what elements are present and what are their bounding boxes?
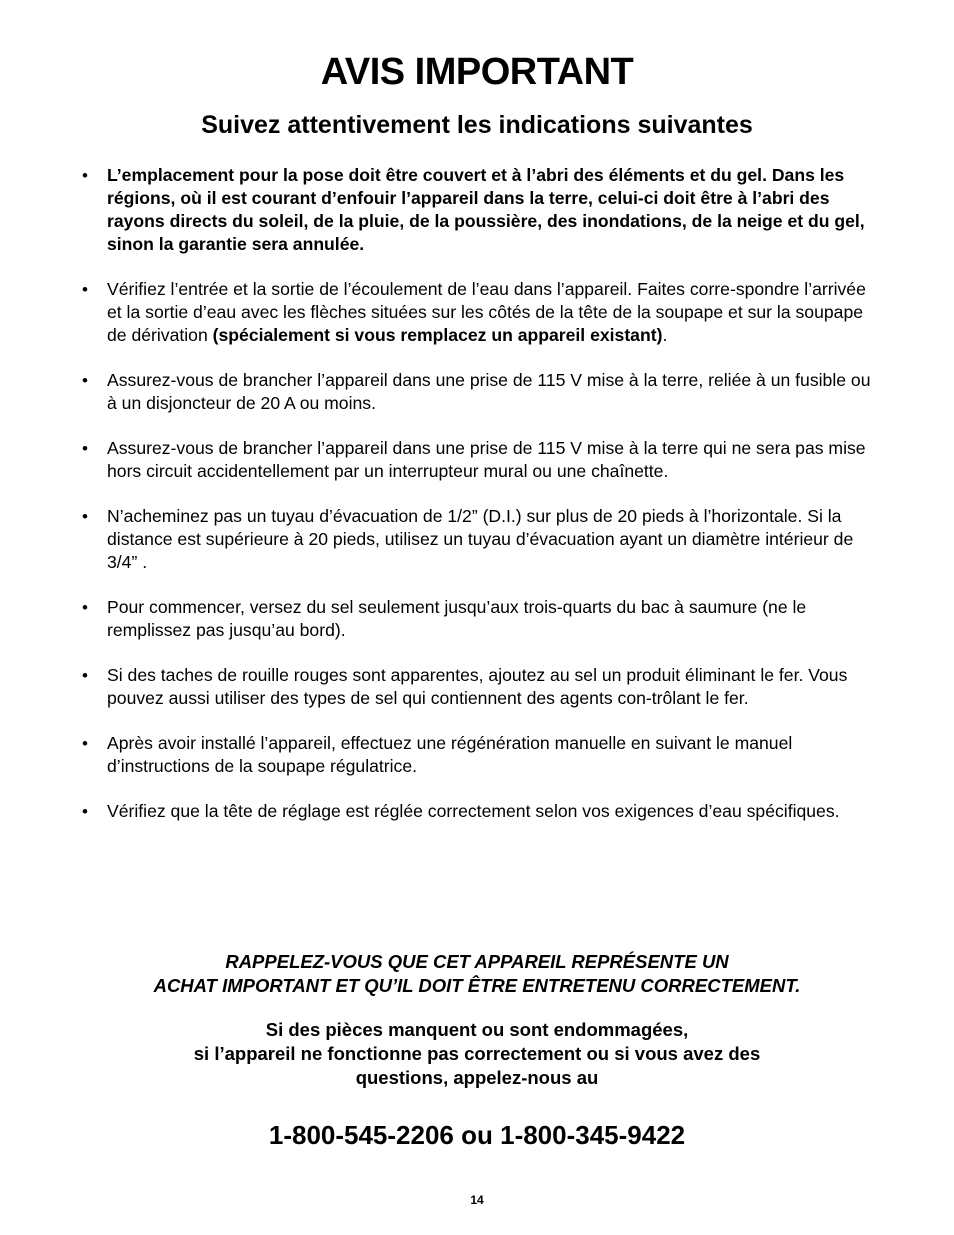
contact-line: Si des pièces manquent ou sont endommagées, <box>265 1019 689 1040</box>
list-item-text: N’acheminez pas un tuyau d’évacuation de 1/2” (D.I.) sur plus de 20 pieds à l’horizontale. Si la distance est supérieure à 20 pieds, utilisez un tuyau d’évacuation ayant un diamètre intérieur de 3/4” . <box>107 506 854 572</box>
reminder-line: ACHAT IMPORTANT ET QU’IL DOIT ÊTRE ENTRETENU CORRECTEMENT. <box>153 975 801 996</box>
bullet-icon: • <box>82 598 88 617</box>
list-item-emphasis: (spécialement si vous remplacez un appareil existant) <box>212 325 663 345</box>
page-title: AVIS IMPORTANT <box>320 51 634 93</box>
bullet-icon: • <box>82 734 88 753</box>
bullet-icon: • <box>82 802 88 821</box>
bullet-icon: • <box>82 371 88 390</box>
list-item <box>82 596 874 642</box>
list-item <box>82 732 874 778</box>
phone-numbers: 1-800-545-2206 ou 1-800-345-9422 <box>268 1120 686 1150</box>
list-item-text: Vérifiez que la tête de réglage est réglée correctement selon vos exigences d’eau spécifiques. <box>107 801 840 821</box>
list-item <box>82 505 874 574</box>
reminder-notice <box>0 950 954 998</box>
list-item-tail: . <box>662 325 668 345</box>
list-item-text: Assurez-vous de brancher l’appareil dans une prise de 115 V mise à la terre qui ne sera pas mise hors circuit accidentellement par un interrupteur mural ou une chaînette. <box>107 438 866 481</box>
contact-line: questions, appelez-nous au <box>355 1067 599 1088</box>
bullet-icon: • <box>82 166 88 185</box>
bullet-icon: • <box>82 507 88 526</box>
bullet-icon: • <box>82 280 88 299</box>
list-item-text: Vérifiez l’entrée et la sortie de l’écoulement de l’eau dans l’appareil. Faites corre-spondre l’arrivée et la sortie d’eau avec les flèches situées sur les côtés de la tête de la soupape et sur la soupape de dérivation <box>107 279 866 345</box>
list-item-text: L’emplacement pour la pose doit être couvert et à l’abri des éléments et du gel. Dans les régions, où il est courant d’enfouir l’appareil dans la terre, celui-ci doit être à l’abri des rayons directs du soleil, de la pluie, de la poussière, des inondations, de la neige et du gel, sinon la garantie sera annulée. <box>107 165 865 254</box>
contact-notice <box>0 1018 954 1090</box>
reminder-line: RAPPELEZ-VOUS QUE CET APPAREIL REPRÉSENTE UN <box>225 951 729 972</box>
list-item <box>82 664 874 710</box>
list-item-text: Assurez-vous de brancher l’appareil dans une prise de 115 V mise à la terre, reliée à un fusible ou à un disjoncteur de 20 A ou moins. <box>107 370 871 413</box>
page-number: 14 <box>470 1193 484 1207</box>
list-item <box>82 164 874 256</box>
contact-line: si l’appareil ne fonctionne pas correctement ou si vous avez des <box>193 1043 761 1064</box>
instruction-list <box>82 164 874 845</box>
list-item-text: Pour commencer, versez du sel seulement jusqu’aux trois-quarts du bac à saumure (ne le remplissez pas jusqu’au bord). <box>107 597 807 640</box>
list-item <box>82 369 874 415</box>
bullet-icon: • <box>82 439 88 458</box>
list-item <box>82 278 874 347</box>
list-item <box>82 800 874 823</box>
page-subtitle: Suivez attentivement les indications suivantes <box>201 111 753 139</box>
list-item <box>82 437 874 483</box>
list-item-text: Si des taches de rouille rouges sont apparentes, ajoutez au sel un produit éliminant le fer. Vous pouvez aussi utiliser des types de sel qui contiennent des agents con-trôlant le fer. <box>107 665 848 708</box>
bullet-icon: • <box>82 666 88 685</box>
list-item-text: Après avoir installé l’appareil, effectuez une régénération manuelle en suivant le manuel d’instructions de la soupape régulatrice. <box>107 733 793 776</box>
